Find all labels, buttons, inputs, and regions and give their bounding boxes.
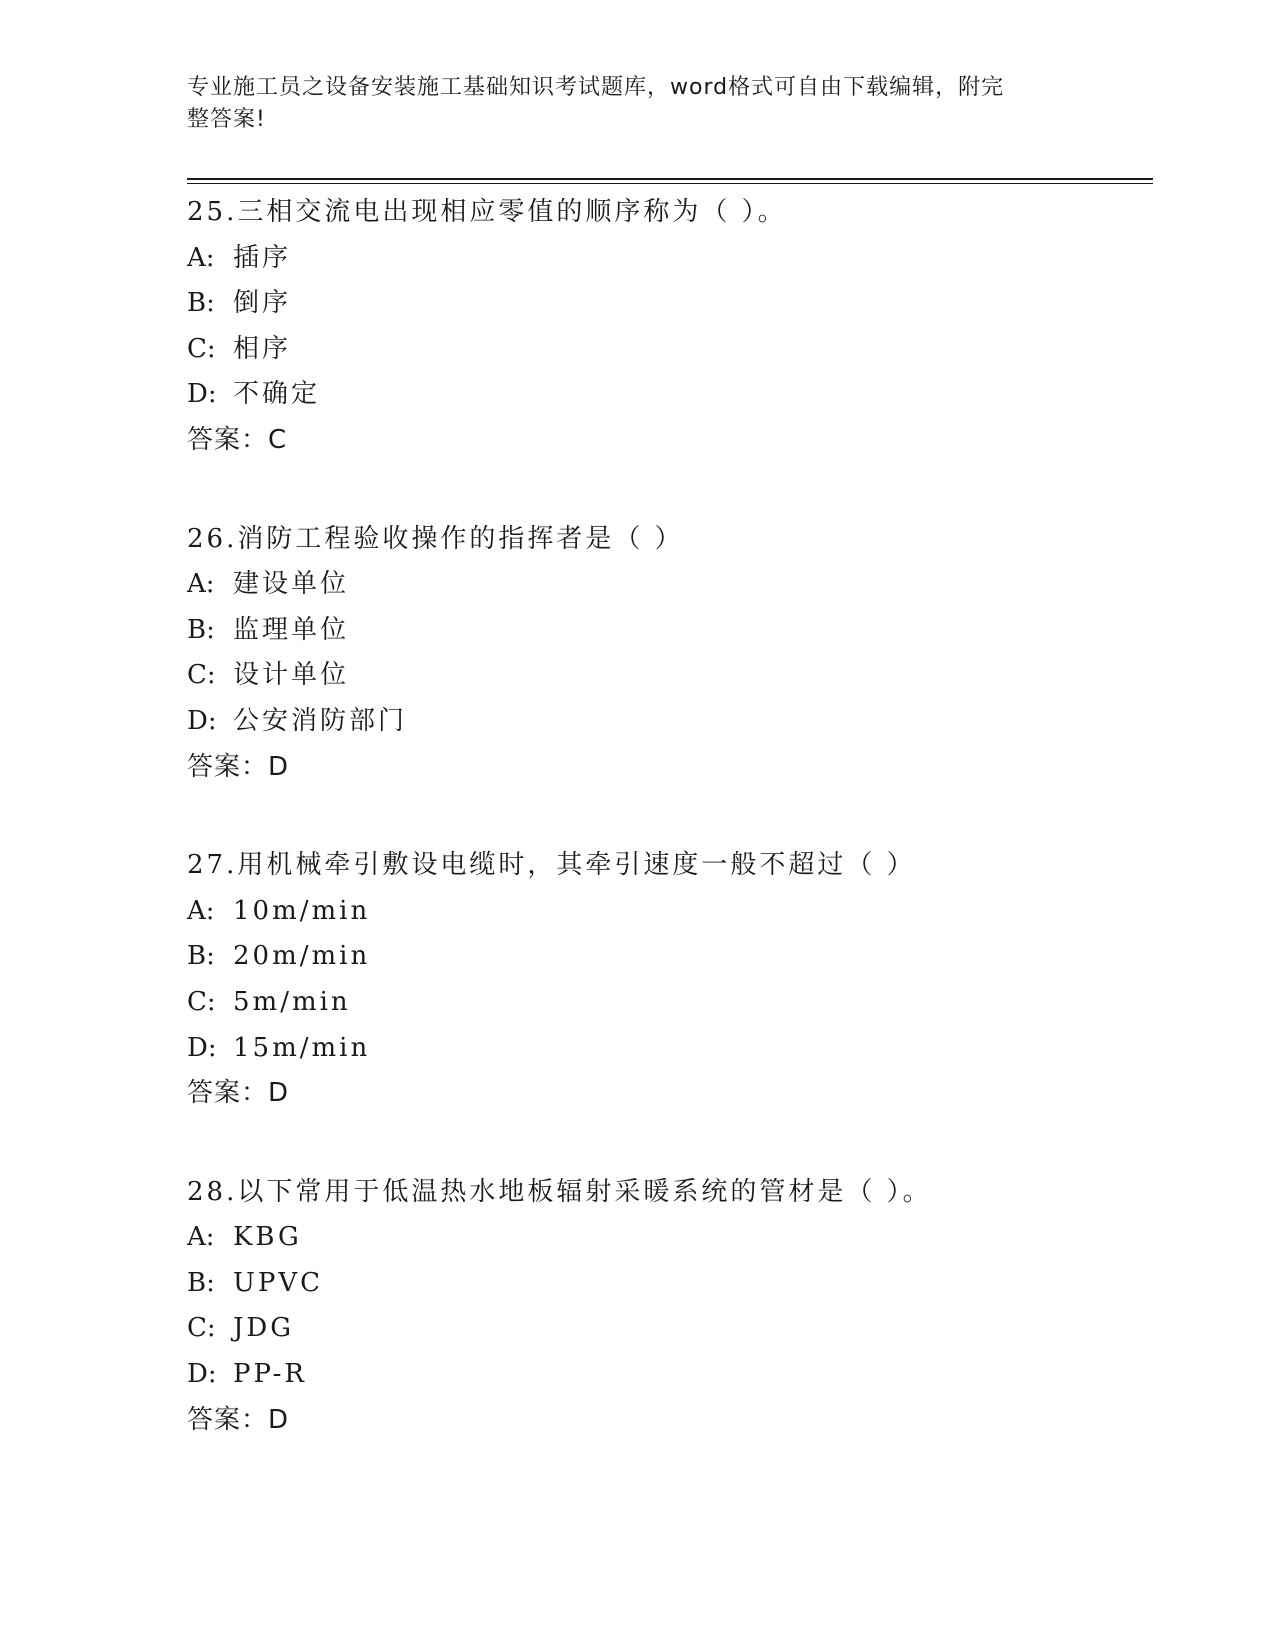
option-text: UPVC xyxy=(233,1267,324,1298)
option-a xyxy=(187,236,1153,282)
question-stem: 25.三相交流电出现相应零值的顺序称为（ ）。 xyxy=(187,197,787,227)
option-key: C: xyxy=(187,1313,216,1344)
option-text: 相序 xyxy=(233,333,292,364)
question-stem: 28.以下常用于低温热水地板辐射采暖系统的管材是（ ）。 xyxy=(187,1176,932,1207)
option-key: C: xyxy=(187,333,216,364)
option-key: B: xyxy=(187,614,215,645)
option-key: C: xyxy=(187,660,216,691)
option-a xyxy=(187,1215,1153,1261)
header-line-1: 专业施工员之设备安装施工基础知识考试题库，word格式可自由下载编辑，附完 xyxy=(187,75,1005,100)
header-line-2: 整答案! xyxy=(187,107,266,132)
option-c xyxy=(187,1306,1153,1352)
option-key: D: xyxy=(187,1032,217,1063)
header-divider-thin xyxy=(187,183,1153,184)
answer-line: 答案：D xyxy=(187,1404,290,1435)
option-text: KBG xyxy=(233,1222,302,1253)
option-key: B: xyxy=(187,941,215,972)
option-text: 不确定 xyxy=(233,379,321,410)
option-b xyxy=(187,281,1153,327)
option-text: PP-R xyxy=(233,1359,307,1390)
option-text: 监理单位 xyxy=(233,614,350,645)
option-c xyxy=(187,327,1153,373)
question-26 xyxy=(187,517,1153,791)
option-text: 20m/min xyxy=(233,941,371,972)
option-d xyxy=(187,1026,1153,1072)
answer-line: 答案：D xyxy=(187,751,290,782)
option-text: 公安消防部门 xyxy=(233,705,408,736)
option-key: B: xyxy=(187,288,215,319)
option-key: D: xyxy=(187,379,217,410)
answer-line: 答案：D xyxy=(187,1078,290,1109)
option-text: 设计单位 xyxy=(233,660,350,691)
option-d xyxy=(187,372,1153,418)
option-key: C: xyxy=(187,986,216,1017)
option-d xyxy=(187,1352,1153,1398)
option-a xyxy=(187,889,1153,935)
option-text: 5m/min xyxy=(233,986,351,1017)
option-text: 10m/min xyxy=(233,895,371,926)
question-stem: 27.用机械牵引敷设电缆时，其牵引速度一般不超过（ ） xyxy=(187,850,916,881)
option-d xyxy=(187,699,1153,745)
option-a xyxy=(187,562,1153,608)
page-header xyxy=(187,72,1067,136)
option-key: D: xyxy=(187,1359,217,1390)
option-c xyxy=(187,653,1153,699)
question-27 xyxy=(187,843,1153,1117)
question-list xyxy=(187,190,1153,1496)
header-divider-thick xyxy=(187,178,1153,180)
option-key: A: xyxy=(187,895,215,926)
option-c xyxy=(187,980,1153,1026)
answer-line: 答案：C xyxy=(187,424,288,455)
option-key: A: xyxy=(187,242,215,273)
option-text: JDG xyxy=(233,1313,295,1344)
option-text: 建设单位 xyxy=(233,569,350,600)
option-b xyxy=(187,934,1153,980)
option-b xyxy=(187,1261,1153,1307)
option-key: A: xyxy=(187,1222,215,1253)
option-key: B: xyxy=(187,1267,215,1298)
option-key: D: xyxy=(187,705,217,736)
option-key: A: xyxy=(187,569,215,600)
option-text: 15m/min xyxy=(233,1032,371,1063)
option-text: 倒序 xyxy=(233,288,292,319)
question-stem: 26.消防工程验收操作的指挥者是（ ） xyxy=(187,523,684,554)
option-b xyxy=(187,608,1153,654)
question-25 xyxy=(187,190,1153,464)
option-text: 插序 xyxy=(233,242,292,273)
question-28 xyxy=(187,1170,1153,1444)
